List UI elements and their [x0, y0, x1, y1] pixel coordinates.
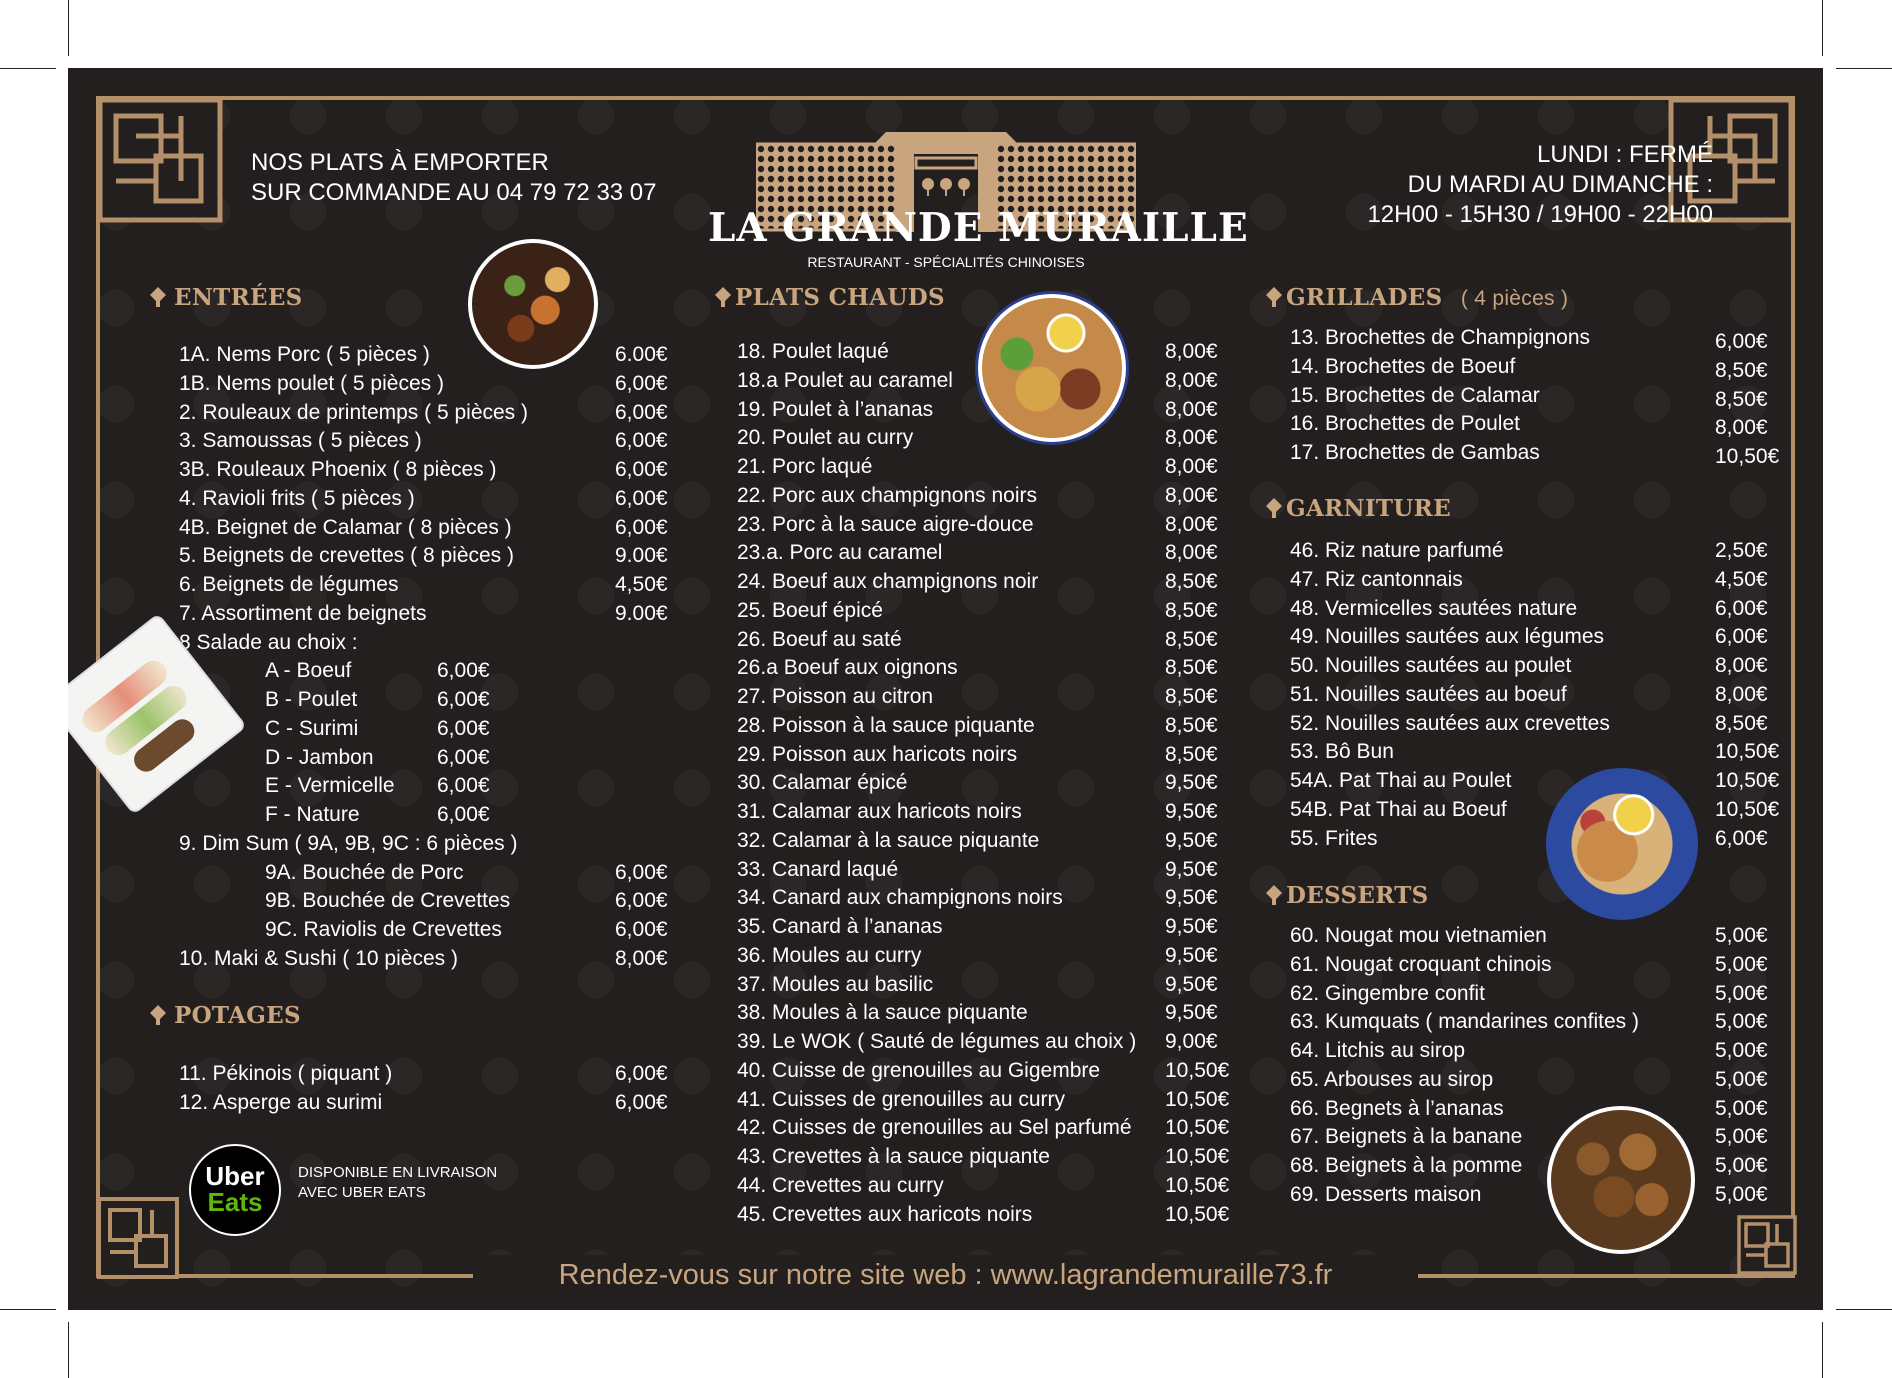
menu-item: 19. Poulet à l’ananas 8,00€: [737, 397, 1218, 421]
menu-item: 62. Gingembre confit 5,00€: [1290, 981, 1768, 1005]
takeaway-phone: SUR COMMANDE AU 04 79 72 33 07: [251, 179, 657, 206]
crop-mark: [0, 1309, 56, 1310]
menu-item: 64. Litchis au sirop 5,00€: [1290, 1039, 1768, 1062]
menu-item: 47. Riz cantonnais 4,50€: [1290, 567, 1768, 591]
menu-item: 1A. Nems Porc ( 5 pièces ) 6.00€: [179, 343, 668, 366]
menu-item: 1B. Nems poulet ( 5 pièces ) 6,00€: [179, 371, 668, 395]
salad-item: F - Nature 6,00€: [265, 803, 490, 826]
lantern-bullet-icon: [1264, 287, 1284, 307]
sesame-fritters-photo: [1547, 1106, 1695, 1254]
menu-item: 40. Cuisse de grenouilles au Gigembre 10,50€: [737, 1058, 1230, 1082]
menu-item: 48. Vermicelles sautées nature 6,00€: [1290, 596, 1768, 620]
menu-item: 54B. Pat Thai au Boeuf 10,50€: [1290, 797, 1780, 821]
menu-item: 30. Calamar épicé 9,50€: [737, 771, 1218, 795]
ubereats-info: [298, 1163, 497, 1203]
potages-list: [179, 1060, 739, 1118]
menu-item: 16. Brochettes de Poulet 8,00€: [1290, 412, 1768, 440]
corner-ornament-icon: [1736, 1214, 1798, 1276]
menu-item: 32. Calamar à la sauce piquante 9,50€: [737, 828, 1218, 852]
menu-item: 28. Poisson à la sauce piquante 8,50€: [737, 713, 1218, 737]
menu-item: 68. Beignets à la pomme 5,00€: [1290, 1154, 1768, 1177]
crop-mark: [1836, 1309, 1892, 1310]
hours-times: 12H00 - 15H30 / 19H00 - 22H00: [1367, 201, 1713, 228]
hours-closed: LUNDI : FERMÉ: [1536, 141, 1713, 168]
crop-mark: [68, 1322, 69, 1378]
menu-item: 12. Asperge au surimi 6,00€: [179, 1090, 668, 1114]
menu-item: 4. Ravioli frits ( 5 pièces ) 6,00€: [179, 486, 668, 510]
grillades-list: [1290, 324, 1823, 468]
restaurant-name: LA GRANDE MURAILLE: [708, 205, 1249, 251]
menu-item: 11. Pékinois ( piquant ) 6,00€: [179, 1062, 668, 1085]
menu-item: 55. Frites 6,00€: [1290, 826, 1768, 850]
salad-item: D - Jambon 6,00€: [265, 745, 490, 769]
website-text: Rendez-vous sur notre site web : www.lagrandemuraille73.fr: [473, 1255, 1418, 1295]
menu-item: 10. Maki & Sushi ( 10 pièces ) 8,00€: [179, 946, 668, 970]
menu-item: 45. Crevettes aux haricots noirs 10,50€: [737, 1202, 1230, 1226]
menu-item: 67. Beignets à la banane 5,00€: [1290, 1125, 1768, 1149]
menu-item: 37. Moules au basilic 9,50€: [737, 972, 1218, 996]
menu-item: 20. Poulet au curry 8,00€: [737, 426, 1218, 450]
ubereats-line: AVEC UBER EATS: [298, 1184, 426, 1201]
opening-hours: [1268, 140, 1713, 230]
section-title-potages: POTAGES: [148, 1002, 301, 1029]
menu-card: [68, 68, 1823, 1310]
menu-item: 42. Cuisses de grenouilles au Sel parfumé 10,50€: [737, 1116, 1230, 1140]
ubereats-logo-top: Uber: [205, 1161, 265, 1191]
hours-days: DU MARDI AU DIMANCHE :: [1407, 171, 1713, 198]
lantern-bullet-icon: [148, 287, 168, 307]
menu-item: 8 Salade au choix :: [179, 630, 358, 654]
menu-item: 31. Calamar aux haricots noirs 9,50€: [737, 800, 1218, 823]
takeaway-line: NOS PLATS À EMPORTER: [251, 149, 549, 176]
menu-item: 61. Nougat croquant chinois 5,00€: [1290, 952, 1768, 976]
menu-item: 69. Desserts maison 5,00€: [1290, 1182, 1768, 1206]
entrees-list: [179, 341, 739, 974]
menu-item: 36. Moules au curry 9,50€: [737, 943, 1218, 967]
menu-item: 21. Porc laqué 8,00€: [737, 455, 1218, 478]
menu-item: 26. Boeuf au saté 8,50€: [737, 627, 1218, 651]
menu-item: 17. Brochettes de Gambas 10,50€: [1290, 441, 1780, 468]
menu-item: 13. Brochettes de Champignons 6,00€: [1290, 326, 1768, 353]
grillades-subtitle: ( 4 pièces ): [1460, 287, 1569, 310]
crop-mark: [1822, 0, 1823, 56]
menu-item: 18.a Poulet au caramel 8,00€: [737, 368, 1218, 392]
menu-item: 22. Porc aux champignons noirs 8,00€: [737, 483, 1218, 507]
section-title-garniture: GARNITURE: [1264, 495, 1451, 522]
menu-item: 35. Canard à l’ananas 9,50€: [737, 915, 1218, 938]
lantern-bullet-icon: [148, 1005, 168, 1025]
lantern-bullet-icon: [1264, 498, 1284, 518]
menu-item: 53. Bô Bun 10,50€: [1290, 740, 1780, 764]
menu-item: 27. Poisson au citron 8,50€: [737, 685, 1218, 708]
restaurant-subtitle: RESTAURANT - SPÉCIALITÉS CHINOISES: [807, 254, 1085, 270]
menu-item: 34. Canard aux champignons noirs 9,50€: [737, 886, 1218, 910]
menu-item: 66. Begnets à l’ananas 5,00€: [1290, 1096, 1768, 1120]
menu-item: 5. Beignets de crevettes ( 8 pièces ) 9.00€: [179, 544, 668, 568]
corner-ornament-icon: [96, 1196, 181, 1281]
pad-thai-photo: [1546, 768, 1698, 920]
menu-item: 4B. Beignet de Calamar ( 8 pièces ) 6,00€: [179, 515, 668, 539]
menu-item: 65. Arbouses au sirop 5,00€: [1290, 1067, 1768, 1091]
section-title-entrees: ENTRÉES: [148, 284, 303, 311]
menu-item: 63. Kumquats ( mandarines confites ) 5,00€: [1290, 1010, 1768, 1034]
section-title-plats-chauds: PLATS CHAUDS: [713, 284, 945, 311]
crop-mark: [0, 68, 56, 69]
menu-item: 49. Nouilles sautées aux légumes 6,00€: [1290, 625, 1768, 649]
salad-item: A - Boeuf 6,00€: [265, 659, 490, 683]
menu-item: 18. Poulet laqué 8,00€: [737, 340, 1218, 363]
menu-item: 50. Nouilles sautées au poulet 8,00€: [1290, 654, 1768, 677]
menu-item: 9. Dim Sum ( 9A, 9B, 9C : 6 pièces ): [179, 831, 518, 855]
menu-item: 15. Brochettes de Calamar 8,50€: [1290, 383, 1768, 411]
ubereats-line: DISPONIBLE EN LIVRAISON: [298, 1164, 498, 1181]
crop-mark: [1836, 68, 1892, 69]
menu-item: 54A. Pat Thai au Poulet 10,50€: [1290, 769, 1780, 792]
menu-item: 14. Brochettes de Boeuf 8,50€: [1290, 354, 1768, 382]
menu-item: 38. Moules à la sauce piquante 9,50€: [737, 1001, 1218, 1025]
menu-item: 52. Nouilles sautées aux crevettes 8,50€: [1290, 711, 1768, 735]
corner-ornament-icon: [96, 96, 226, 226]
menu-item: 7. Assortiment de beignets 9.00€: [179, 601, 668, 625]
menu-item: 46. Riz nature parfumé 2,50€: [1290, 539, 1768, 562]
menu-item: 6. Beignets de légumes 4,50€: [179, 573, 668, 596]
menu-item: 39. Le WOK ( Sauté de légumes au choix ) 9,00€: [737, 1030, 1218, 1053]
menu-item: 43. Crevettes à la sauce piquante 10,50€: [737, 1145, 1230, 1168]
crop-mark: [68, 0, 69, 56]
menu-item: 60. Nougat mou vietnamien 5,00€: [1290, 924, 1768, 947]
section-title-desserts: DESSERTS: [1264, 882, 1429, 909]
salad-item: C - Surimi 6,00€: [265, 716, 490, 740]
menu-item: 25. Boeuf épicé 8,50€: [737, 598, 1218, 622]
menu-item: 44. Crevettes au curry 10,50€: [737, 1173, 1230, 1197]
menu-item: 23.a. Porc au caramel 8,00€: [737, 541, 1218, 565]
dimsum-item: 9A. Bouchée de Porc 6,00€: [265, 860, 668, 884]
takeaway-info: [251, 148, 657, 208]
crop-mark: [1822, 1322, 1823, 1378]
menu-item: 33. Canard laqué 9,50€: [737, 857, 1218, 881]
menu-item: 29. Poisson aux haricots noirs 8,50€: [737, 742, 1218, 766]
menu-item: 3. Samoussas ( 5 pièces ) 6,00€: [179, 429, 668, 453]
plats-chauds-list: [737, 338, 1327, 1229]
dimsum-item: 9C. Raviolis de Crevettes 6,00€: [265, 918, 668, 941]
lantern-bullet-icon: [1264, 885, 1284, 905]
menu-item: 23. Porc à la sauce aigre-douce 8,00€: [737, 512, 1218, 536]
dimsum-item: 9B. Bouchée de Crevettes 6,00€: [265, 889, 668, 913]
ubereats-logo: [189, 1144, 281, 1236]
menu-item: 26.a Boeuf aux oignons 8,50€: [737, 656, 1218, 680]
menu-item: 41. Cuisses de grenouilles au curry 10,50€: [737, 1087, 1230, 1111]
menu-item: 51. Nouilles sautées au boeuf 8,00€: [1290, 682, 1768, 706]
salad-item: B - Poulet 6,00€: [265, 688, 490, 711]
lantern-bullet-icon: [713, 287, 733, 307]
salad-item: E - Vermicelle 6,00€: [265, 774, 490, 798]
menu-item: 24. Boeuf aux champignons noir 8,50€: [737, 570, 1218, 593]
section-title-grillades: GRILLADES ( 4 pièces ): [1264, 284, 1568, 311]
menu-item: 3B. Rouleaux Phoenix ( 8 pièces ) 6,00€: [179, 458, 668, 481]
ubereats-logo-bottom: Eats: [207, 1187, 263, 1217]
menu-item: 2. Rouleaux de printemps ( 5 pièces ) 6,00€: [179, 400, 668, 424]
